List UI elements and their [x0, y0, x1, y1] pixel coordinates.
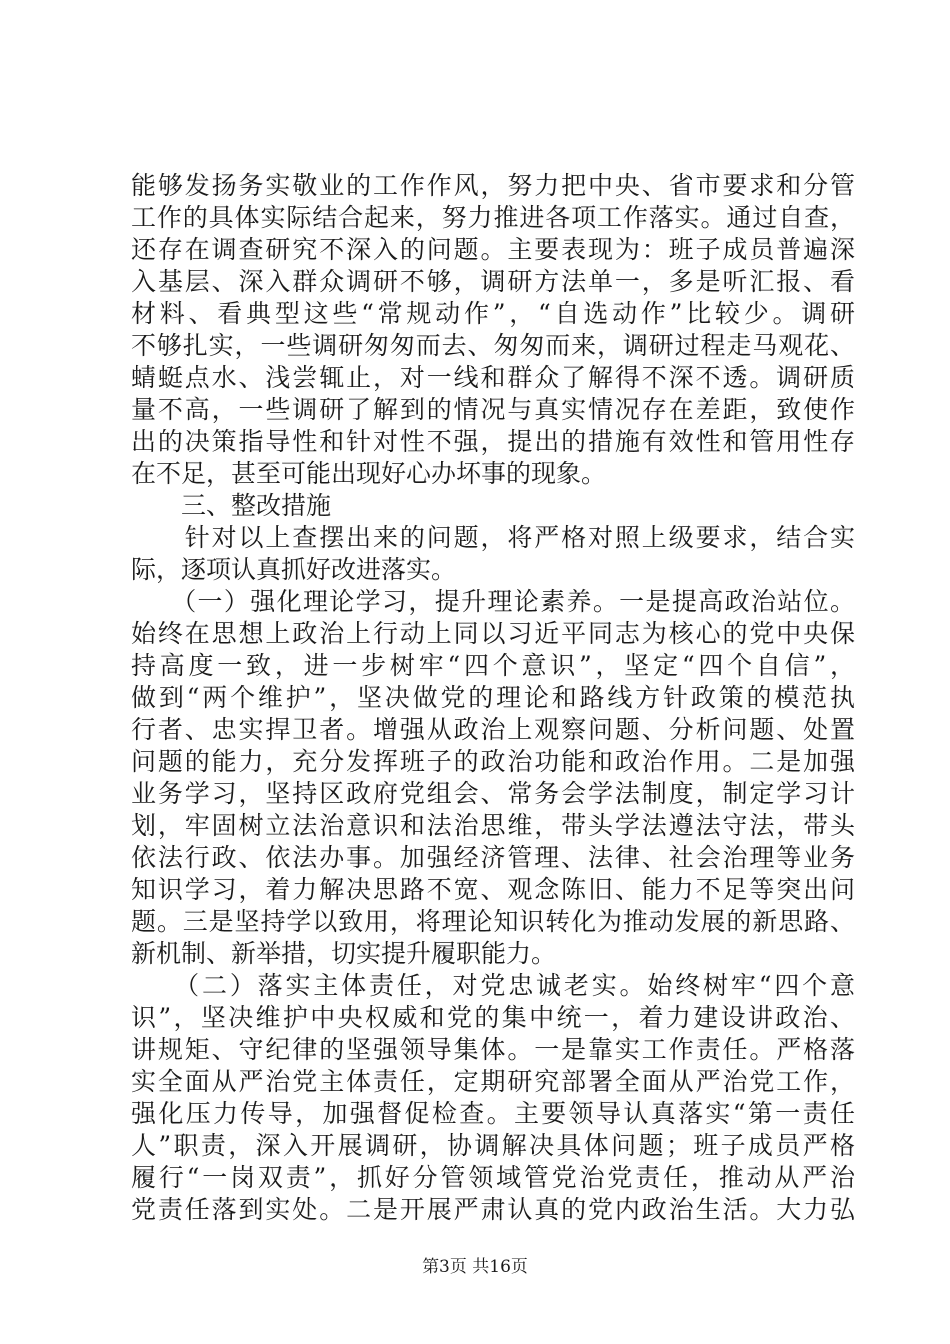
text-line: 针对以上查摆出来的问题，将严格对照上级要求，结合实 — [131, 523, 855, 552]
text-line: 始终在思想上政治上行动上同以习近平同志为核心的党中央保 — [131, 619, 855, 648]
text-line: 业务学习，坚持区政府党组会、常务会学法制度，制定学习计 — [131, 779, 855, 808]
text-line: 做到“两个维护”，坚决做党的理论和路线方针政策的模范执 — [131, 683, 855, 712]
text-line: 知识学习，着力解决思路不宽、观念陈旧、能力不足等突出问 — [131, 875, 855, 904]
text-line: 工作的具体实际结合起来，努力推进各项工作落实。通过自查， — [131, 203, 855, 232]
text-line: 新机制、新举措，切实提升履职能力。 — [131, 939, 557, 968]
section-heading: 三、整改措施 — [131, 491, 332, 520]
text-line: 讲规矩、守纪律的坚强领导集体。一是靠实工作责任。严格落 — [131, 1035, 855, 1064]
text-line: 不够扎实，一些调研匆匆而去、匆匆而来，调研过程走马观花、 — [131, 331, 855, 360]
text-line: 问题的能力，充分发挥班子的政治功能和政治作用。二是加强 — [131, 747, 855, 776]
text-line: 依法行政、依法办事。加强经济管理、法律、社会治理等业务 — [131, 843, 855, 872]
text-line: 识”，坚决维护中央权威和党的集中统一，着力建设讲政治、 — [131, 1003, 855, 1032]
text-line: 实全面从严治党主体责任，定期研究部署全面从严治党工作， — [131, 1067, 855, 1096]
document-body — [131, 170, 855, 1226]
text-line: 在不足，甚至可能出现好心办坏事的现象。 — [131, 459, 607, 488]
text-line: 题。三是坚持学以致用，将理论知识转化为推动发展的新思路、 — [131, 907, 855, 936]
text-line: 出的决策指导性和针对性不强，提出的措施有效性和管用性存 — [131, 427, 855, 456]
page-number-footer: 第3页 共16页 — [422, 1257, 528, 1277]
text-line: （二）落实主体责任，对党忠诚老实。始终树牢“四个意 — [131, 971, 855, 1000]
text-line: 量不高，一些调研了解到的情况与真实情况存在差距，致使作 — [131, 395, 855, 424]
text-line: 强化压力传导，加强督促检查。主要领导认真落实“第一责任 — [131, 1099, 855, 1128]
text-line: 人”职责，深入开展调研，协调解决具体问题；班子成员严格 — [131, 1131, 855, 1160]
text-line: 蜻蜓点水、浅尝辄止，对一线和群众了解得不深不透。调研质 — [131, 363, 855, 392]
text-line: 入基层、深入群众调研不够，调研方法单一，多是听汇报、看 — [131, 267, 855, 296]
text-line: 党责任落到实处。二是开展严肃认真的党内政治生活。大力弘 — [131, 1195, 855, 1224]
text-line: 持高度一致，进一步树牢“四个意识”，坚定“四个自信”， — [131, 651, 855, 680]
text-line: 还存在调查研究不深入的问题。主要表现为：班子成员普遍深 — [131, 235, 855, 264]
text-line: 行者、忠实捍卫者。增强从政治上观察问题、分析问题、处置 — [131, 715, 855, 744]
text-line: 材料、看典型这些“常规动作”，“自选动作”比较少。调研 — [131, 299, 855, 328]
text-line: 履行“一岗双责”，抓好分管领域管党治党责任，推动从严治 — [131, 1163, 855, 1192]
text-line: （一）强化理论学习，提升理论素养。一是提高政治站位。 — [131, 587, 855, 616]
text-line: 能够发扬务实敬业的工作作风，努力把中央、省市要求和分管 — [131, 171, 855, 200]
text-line: 划，牢固树立法治意识和法治思维，带头学法遵法守法，带头 — [131, 811, 855, 840]
text-line: 际，逐项认真抓好改进落实。 — [131, 555, 457, 584]
